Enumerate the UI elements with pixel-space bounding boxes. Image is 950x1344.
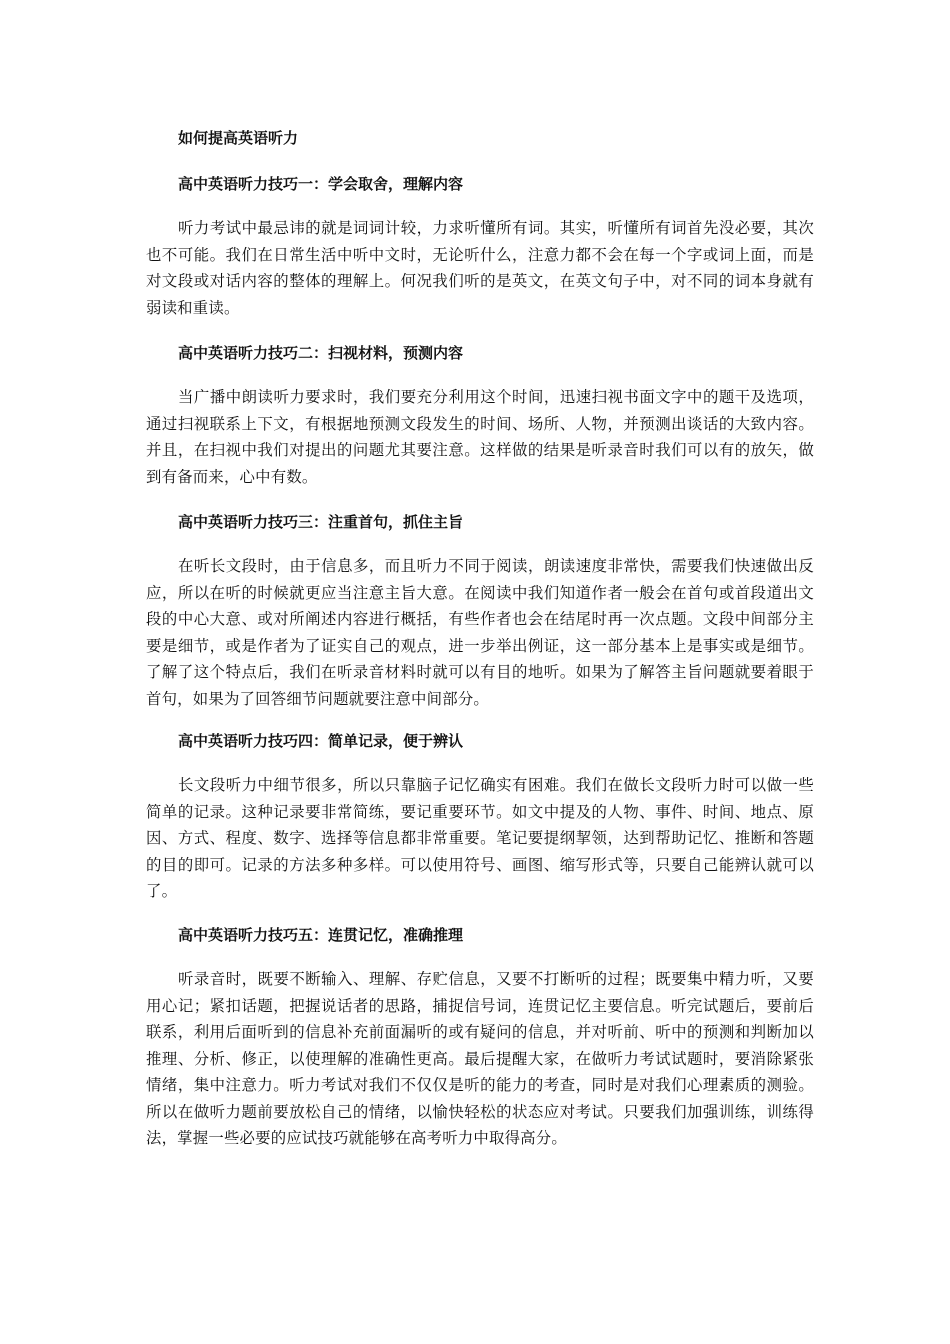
section-heading: 高中英语听力技巧二：扫视材料，预测内容 [178,344,464,362]
section-body: 听力考试中最忌讳的就是词词计较，力求听懂所有词。其实，听懂所有词首先没必要，其次也不可能。我们在日常生活中听中文时，无论听什么，注意力都不会在每一个字或词上面，而是对文段或对话内容的整体的理解上。何况我们听的是英文，在英文句子中，对不同的词本身就有弱读和重读。 [146,219,814,317]
section-body: 在听长文段时，由于信息多，而且听力不同于阅读，朗读速度非常快，需要我们快速做出反应，所以在听的时候就更应当注意主旨大意。在阅读中我们知道作者一般会在首句或首段道出文段的中心大意、或对所阐述内容进行概括，有些作者也会在结尾时再一次点题。文段中间部分主要是细节，或是作者为了证实自己的观点，进一步举出例证，这一部分基本上是事实或是细节。了解了这个特点后，我们在听录音材料时就可以有目的地听。如果为了解答主旨问题就要着眼于首句，如果为了回答细节问题就要注意中间部分。 [146,557,814,708]
section-heading: 高中英语听力技巧一：学会取舍，理解内容 [178,175,464,193]
section-tip-4 [146,730,814,905]
section-tip-3 [146,511,814,712]
section-heading: 高中英语听力技巧三：注重首句，抓住主旨 [178,513,464,531]
document-title: 如何提高英语听力 [178,129,299,147]
section-tip-1 [146,173,814,321]
section-tip-5 [146,924,814,1152]
section-body: 听录音时，既要不断输入、理解、存贮信息，又要不打断听的过程；既要集中精力听，又要用心记；紧扣话题，把握说话者的思路，捕捉信号词，连贯记忆主要信息。听完试题后，要前后联系，利用后面听到的信息补充前面漏听的或有疑问的信息，并对听前、听中的预测和判断加以推理、分析、修正，以使理解的准确性更高。最后提醒大家，在做听力考试试题时，要消除紧张情绪，集中注意力。听力考试对我们不仅仅是听的能力的考查，同时是对我们心理素质的测验。所以在做听力题前要放松自己的情绪，以愉快轻松的状态应对考试。只要我们加强训练，训练得法，掌握一些必要的应试技巧就能够在高考听力中取得高分。 [146,970,814,1147]
section-tip-2 [146,342,814,490]
section-body: 长文段听力中细节很多，所以只靠脑子记忆确实有困难。我们在做长文段听力时可以做一些简单的记录。这种记录要非常简练，要记重要环节。如文中提及的人物、事件、时间、地点、原因、方式、程度、数字、选择等信息都非常重要。笔记要提纲挈领，达到帮助记忆、推断和答题的目的即可。记录的方法多种多样。可以使用符号、画图、缩写形式等，只要自己能辨认就可以了。 [146,776,814,900]
section-body: 当广播中朗读听力要求时，我们要充分利用这个时间，迅速扫视书面文字中的题干及选项，通过扫视联系上下文，有根据地预测文段发生的时间、场所、人物，并预测出谈话的大致内容。并且，在扫视中我们对提出的问题尤其要注意。这样做的结果是听录音时我们可以有的放矢，做到有备而来，心中有数。 [146,388,814,486]
section-heading: 高中英语听力技巧五：连贯记忆，准确推理 [178,926,464,944]
section-heading: 高中英语听力技巧四：简单记录，便于辨认 [178,732,464,750]
